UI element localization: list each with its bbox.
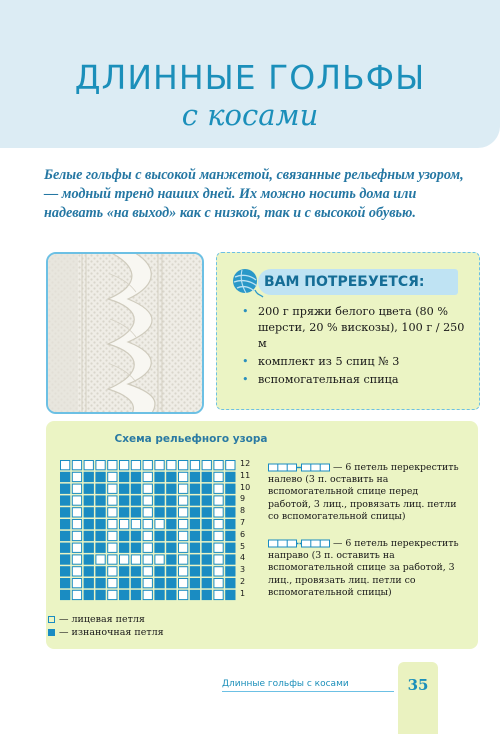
purl-stitch-cell — [155, 531, 164, 540]
bullet-icon: • — [242, 373, 249, 386]
page-title: ДЛИННЫЕ ГОЛЬФЫ — [74, 58, 426, 97]
knit-stitch-cell — [143, 508, 152, 517]
purl-stitch-cell — [120, 579, 129, 588]
knit-stitch-cell — [72, 508, 81, 517]
purl-stitch-cell — [96, 496, 105, 505]
stitch-legend — [48, 613, 164, 639]
purl-stitch-cell — [226, 555, 235, 564]
knit-stitch-cell — [108, 496, 117, 505]
row-number: 5 — [240, 541, 246, 551]
requirements-title: ВАМ ПОТРЕБУЕТСЯ: — [258, 269, 458, 295]
knitting-chart-grid — [60, 460, 238, 602]
purl-stitch-cell — [131, 472, 140, 481]
purl-stitch-cell — [226, 508, 235, 517]
purl-stitch-cell — [96, 484, 105, 493]
purl-stitch-cell — [120, 531, 129, 540]
knit-stitch-cell — [214, 531, 223, 540]
purl-stitch-cell — [167, 590, 176, 599]
purl-stitch-cell — [61, 590, 70, 599]
knit-stitch-cell — [143, 567, 152, 576]
knit-stitch-cell — [179, 579, 188, 588]
knit-stitch-cell — [143, 590, 152, 599]
purl-stitch-cell — [167, 543, 176, 552]
knit-stitch-cell — [179, 531, 188, 540]
purl-stitch-cell — [202, 555, 211, 564]
purl-stitch-cell — [155, 484, 164, 493]
list-item: • вспомогательная спица — [242, 373, 399, 386]
bullet-icon: • — [242, 355, 249, 368]
purl-stitch-cell — [190, 555, 199, 564]
purl-stitch-cell — [61, 555, 70, 564]
purl-stitch-cell — [190, 531, 199, 540]
knit-stitch-cell — [108, 579, 117, 588]
knit-stitch-cell — [179, 543, 188, 552]
purl-stitch-cell — [61, 543, 70, 552]
purl-stitch-cell — [84, 579, 93, 588]
knit-stitch-cell — [214, 461, 223, 470]
knit-stitch-cell — [214, 520, 223, 529]
knit-stitch-cell — [214, 555, 223, 564]
purl-stitch-cell — [226, 579, 235, 588]
row-number: 12 — [240, 459, 251, 468]
purl-stitch-cell — [131, 531, 140, 540]
purl-stitch-cell — [84, 496, 93, 505]
knitted-sample-photo — [46, 252, 204, 414]
purl-stitch-cell — [131, 496, 140, 505]
purl-stitch-cell — [226, 531, 235, 540]
purl-stitch-cell — [202, 496, 211, 505]
knit-stitch-cell — [155, 555, 164, 564]
purl-stitch-cell — [226, 520, 235, 529]
purl-stitch-cell — [120, 508, 129, 517]
purl-stitch-cell — [190, 543, 199, 552]
bullet-icon: • — [242, 305, 249, 318]
scheme-title: Схема рельефного узора — [114, 433, 268, 445]
knit-stitch-cell — [143, 520, 152, 529]
row-number: 8 — [240, 506, 246, 516]
knit-stitch-cell — [143, 531, 152, 540]
purl-stitch-cell — [190, 496, 199, 505]
purl-stitch-cell — [131, 484, 140, 493]
purl-stitch-cell — [61, 484, 70, 493]
purl-stitch-cell — [226, 472, 235, 481]
purl-stitch-cell — [226, 496, 235, 505]
purl-stitch-cell — [202, 531, 211, 540]
row-number: 6 — [240, 529, 246, 539]
knit-stitch-cell — [143, 472, 152, 481]
legend-knit: — лицевая петля — [48, 613, 164, 626]
knit-stitch-cell — [179, 590, 188, 599]
purl-stitch-cell — [96, 520, 105, 529]
purl-stitch-cell — [96, 508, 105, 517]
purl-stitch-cell — [120, 472, 129, 481]
page-subtitle: с косами — [181, 98, 319, 132]
knit-stitch-cell — [214, 508, 223, 517]
purl-stitch-cell — [131, 543, 140, 552]
purl-stitch-cell — [84, 555, 93, 564]
knit-stitch-cell — [72, 484, 81, 493]
purl-stitch-cell — [96, 543, 105, 552]
knit-stitch-cell — [96, 461, 105, 470]
list-item: • комплект из 5 спиц № 3 — [242, 355, 400, 368]
knit-stitch-cell — [72, 567, 81, 576]
cross-right-symbol-icon — [268, 539, 330, 548]
knit-stitch-cell — [179, 508, 188, 517]
purl-stitch-cell — [61, 531, 70, 540]
purl-stitch-cell — [96, 590, 105, 599]
knit-stitch-cell — [108, 472, 117, 481]
row-number: 11 — [240, 470, 251, 480]
knit-stitch-cell — [108, 555, 117, 564]
empty-square-icon — [48, 616, 55, 623]
purl-stitch-cell — [202, 567, 211, 576]
knit-stitch-cell — [190, 461, 199, 470]
purl-stitch-cell — [202, 579, 211, 588]
row-number: 1 — [240, 588, 246, 598]
purl-stitch-cell — [155, 579, 164, 588]
purl-stitch-cell — [202, 472, 211, 481]
knitted-cable-fabric-photo-icon — [48, 254, 202, 412]
purl-stitch-cell — [120, 496, 129, 505]
requirements-list — [236, 304, 466, 390]
purl-stitch-cell — [84, 543, 93, 552]
knit-stitch-cell — [61, 461, 70, 470]
purl-stitch-cell — [84, 520, 93, 529]
knit-stitch-cell — [108, 531, 117, 540]
knit-stitch-cell — [214, 472, 223, 481]
purl-stitch-cell — [61, 579, 70, 588]
knit-stitch-cell — [179, 472, 188, 481]
knit-stitch-cell — [155, 520, 164, 529]
list-item: • 200 г пряжи белого цвета (80 % шерсти, 20 % вискозы), 100 г / 250 м — [242, 305, 465, 350]
cross-left-symbol-icon — [268, 463, 330, 472]
row-number: 4 — [240, 553, 246, 563]
purl-stitch-cell — [202, 484, 211, 493]
legend-purl: — изнаночная петля — [48, 626, 164, 639]
knit-stitch-cell — [108, 543, 117, 552]
knit-stitch-cell — [143, 484, 152, 493]
row-number: 3 — [240, 565, 246, 575]
purl-stitch-cell — [190, 472, 199, 481]
knit-stitch-cell — [167, 461, 176, 470]
knit-stitch-cell — [131, 520, 140, 529]
knit-stitch-cell — [179, 567, 188, 576]
knit-stitch-cell — [143, 543, 152, 552]
purl-stitch-cell — [61, 472, 70, 481]
row-number: 2 — [240, 577, 246, 586]
knit-stitch-cell — [108, 520, 117, 529]
knit-stitch-cell — [179, 555, 188, 564]
knit-stitch-cell — [214, 579, 223, 588]
purl-stitch-cell — [84, 567, 93, 576]
purl-stitch-cell — [167, 579, 176, 588]
knit-stitch-cell — [108, 508, 117, 517]
intro-paragraph: Белые гольфы с высокой манжетой, связанные рельефным узором, — модный тренд наших дней. Их можно носить дома или надевать «на выход» как с низкой, так и с высокой обувью. — [44, 167, 464, 221]
purl-stitch-cell — [167, 567, 176, 576]
page-number: 35 — [407, 676, 429, 694]
purl-stitch-cell — [167, 508, 176, 517]
knit-stitch-cell — [120, 555, 129, 564]
purl-stitch-cell — [120, 484, 129, 493]
row-number: 10 — [240, 482, 251, 492]
purl-stitch-cell — [131, 579, 140, 588]
knit-stitch-cell — [72, 555, 81, 564]
knit-stitch-cell — [72, 461, 81, 470]
running-title: Длинные гольфы с косами — [222, 679, 349, 689]
purl-stitch-cell — [131, 567, 140, 576]
knit-stitch-cell — [143, 461, 152, 470]
knit-stitch-cell — [108, 484, 117, 493]
knit-stitch-cell — [72, 472, 81, 481]
purl-stitch-cell — [155, 590, 164, 599]
purl-stitch-cell — [61, 520, 70, 529]
purl-stitch-cell — [202, 543, 211, 552]
purl-stitch-cell — [167, 531, 176, 540]
knit-stitch-cell — [120, 520, 129, 529]
knit-stitch-cell — [108, 567, 117, 576]
purl-stitch-cell — [167, 496, 176, 505]
purl-stitch-cell — [155, 472, 164, 481]
cross-left-legend: — 6 петель перекрестить налево (3 п. оставить на вспомогательной спице перед работой, 3 лиц., провязать лиц. петли со вспомогательной спицы) — [268, 462, 459, 522]
knit-stitch-cell — [214, 567, 223, 576]
purl-stitch-cell — [226, 543, 235, 552]
purl-stitch-cell — [226, 590, 235, 599]
purl-stitch-cell — [155, 567, 164, 576]
purl-stitch-cell — [131, 590, 140, 599]
purl-stitch-cell — [167, 484, 176, 493]
purl-stitch-cell — [190, 484, 199, 493]
row-number: 7 — [240, 518, 246, 527]
row-number: 9 — [240, 494, 246, 504]
purl-stitch-cell — [61, 567, 70, 576]
purl-stitch-cell — [202, 520, 211, 529]
knit-stitch-cell — [179, 520, 188, 529]
purl-stitch-cell — [190, 579, 199, 588]
purl-stitch-cell — [167, 555, 176, 564]
knit-stitch-cell — [179, 496, 188, 505]
knit-stitch-cell — [72, 531, 81, 540]
footer-divider — [222, 691, 394, 692]
knit-stitch-cell — [72, 579, 81, 588]
knit-stitch-cell — [179, 461, 188, 470]
purl-stitch-cell — [167, 520, 176, 529]
knit-stitch-cell — [72, 543, 81, 552]
purl-stitch-cell — [84, 508, 93, 517]
knit-stitch-cell — [72, 520, 81, 529]
purl-stitch-cell — [155, 496, 164, 505]
knit-stitch-cell — [143, 496, 152, 505]
knit-stitch-cell — [143, 555, 152, 564]
knit-stitch-cell — [179, 484, 188, 493]
purl-stitch-cell — [190, 567, 199, 576]
purl-stitch-cell — [84, 472, 93, 481]
purl-stitch-cell — [96, 579, 105, 588]
purl-stitch-cell — [120, 543, 129, 552]
knit-stitch-cell — [131, 461, 140, 470]
knit-stitch-cell — [108, 461, 117, 470]
purl-stitch-cell — [226, 567, 235, 576]
knit-stitch-cell — [214, 590, 223, 599]
cross-right-legend: — 6 петель перекрестить направо (3 п. оставить на вспомогательной спице за работой, 3 лиц., провязать лиц. петли со вспомогательной спицы) — [268, 538, 459, 598]
purl-stitch-cell — [96, 567, 105, 576]
knit-stitch-cell — [84, 461, 93, 470]
purl-stitch-cell — [84, 531, 93, 540]
knit-stitch-cell — [214, 496, 223, 505]
purl-stitch-cell — [202, 508, 211, 517]
purl-stitch-cell — [190, 520, 199, 529]
knit-stitch-cell — [120, 461, 129, 470]
page-number-tab — [398, 662, 438, 734]
purl-stitch-cell — [167, 472, 176, 481]
purl-stitch-cell — [190, 508, 199, 517]
purl-stitch-cell — [190, 590, 199, 599]
purl-stitch-cell — [96, 472, 105, 481]
knit-stitch-cell — [108, 590, 117, 599]
knit-stitch-cell — [155, 461, 164, 470]
purl-stitch-cell — [61, 508, 70, 517]
purl-stitch-cell — [155, 543, 164, 552]
knit-stitch-cell — [202, 461, 211, 470]
purl-stitch-cell — [120, 590, 129, 599]
purl-stitch-cell — [226, 484, 235, 493]
purl-stitch-cell — [202, 590, 211, 599]
purl-stitch-cell — [84, 484, 93, 493]
knit-stitch-cell — [226, 461, 235, 470]
purl-stitch-cell — [84, 590, 93, 599]
knit-stitch-cell — [214, 543, 223, 552]
purl-stitch-cell — [61, 496, 70, 505]
purl-stitch-cell — [120, 567, 129, 576]
purl-stitch-cell — [131, 508, 140, 517]
purl-stitch-cell — [96, 531, 105, 540]
knit-stitch-cell — [72, 496, 81, 505]
filled-square-icon — [48, 629, 55, 636]
purl-stitch-cell — [155, 508, 164, 517]
knit-stitch-cell — [96, 555, 105, 564]
knit-stitch-cell — [214, 484, 223, 493]
knit-stitch-cell — [131, 555, 140, 564]
knit-stitch-cell — [143, 579, 152, 588]
knit-stitch-cell — [72, 590, 81, 599]
